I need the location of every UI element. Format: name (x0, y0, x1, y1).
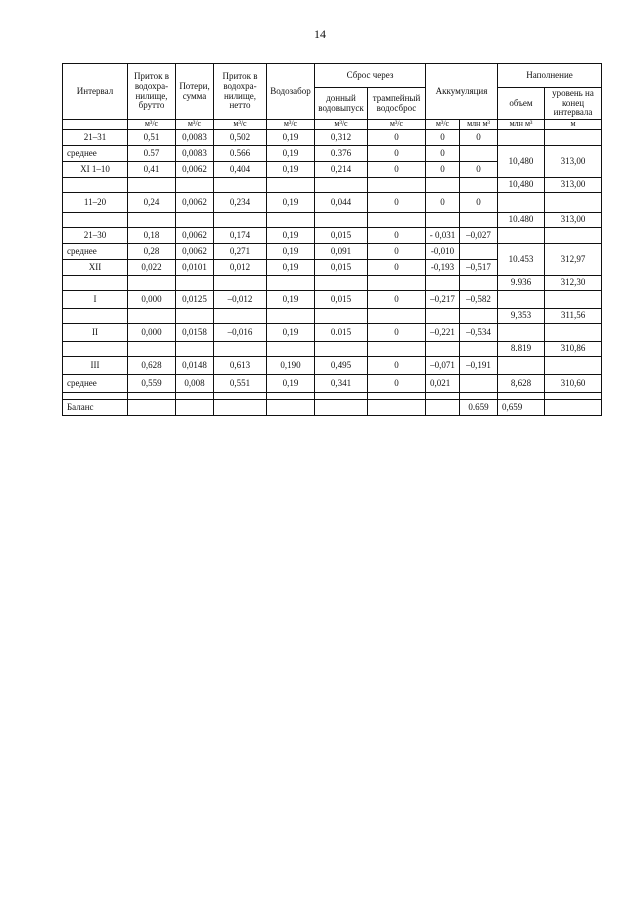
cell-losses: 0,0062 (176, 228, 214, 244)
table-row (63, 193, 602, 213)
cell-bottom: 0.015 (315, 324, 368, 342)
unit-cell: м³/с (368, 120, 426, 130)
cell-level: 310,86 (545, 342, 602, 357)
cell-spillway: 0 (368, 357, 426, 375)
cell-intake: 0,19 (267, 146, 315, 162)
cell-fill-volume: 10,480 (498, 178, 545, 193)
balance-label: Баланс (63, 400, 128, 416)
cell-intake: 0,19 (267, 375, 315, 393)
cell-intake: 0,19 (267, 324, 315, 342)
header-losses: Потери, сумма (176, 64, 214, 120)
cell-inflow-net: 0,174 (214, 228, 267, 244)
cell-acc-rate: -0,010 (426, 244, 460, 260)
cell-inflow-gross: 0,24 (128, 193, 176, 213)
cell-fill-volume: 9.936 (498, 276, 545, 291)
row-interval: XII (63, 260, 128, 276)
cell-fill-volume: 8,628 (498, 375, 545, 393)
cell-spillway: 0 (368, 291, 426, 309)
table-row (63, 244, 602, 260)
cell-spillway: 0 (368, 130, 426, 146)
cell-inflow-gross: 0.57 (128, 146, 176, 162)
unit-cell: м³/с (426, 120, 460, 130)
cell-inflow-net: 0.566 (214, 146, 267, 162)
row-interval: 21–30 (63, 228, 128, 244)
cell-losses: 0,0062 (176, 162, 214, 178)
header-filling: Наполнение (498, 64, 602, 88)
row-interval: среднее (63, 244, 128, 260)
cell-acc-rate: –0,221 (426, 324, 460, 342)
cell-inflow-gross: 0,51 (128, 130, 176, 146)
cell-level: 312,97 (545, 244, 602, 276)
row-interval: XI 1–10 (63, 162, 128, 178)
table-row (63, 324, 602, 342)
cell-fill-volume: 10,480 (498, 146, 545, 178)
cell-acc-rate: 0 (426, 162, 460, 178)
cell-acc-vol: 0 (460, 193, 498, 213)
row-interval: среднее (63, 375, 128, 393)
table-row (63, 178, 602, 193)
cell-inflow-gross: 0,000 (128, 291, 176, 309)
cell-acc-vol: 0 (460, 130, 498, 146)
row-interval: II (63, 324, 128, 342)
units-row (63, 120, 602, 130)
cell-intake: 0,19 (267, 193, 315, 213)
cell-bottom: 0.376 (315, 146, 368, 162)
cell-intake: 0,19 (267, 291, 315, 309)
cell-inflow-net: 0,404 (214, 162, 267, 178)
cell-fill-volume: 10.453 (498, 244, 545, 276)
balance-fill-vol: 0,659 (498, 400, 545, 416)
cell-inflow-gross: 0,022 (128, 260, 176, 276)
cell-spillway: 0 (368, 244, 426, 260)
cell-bottom: 0,015 (315, 228, 368, 244)
unit-cell: м³/с (214, 120, 267, 130)
cell-acc-rate: 0 (426, 130, 460, 146)
cell-bottom: 0,015 (315, 291, 368, 309)
unit-cell: м (545, 120, 602, 130)
cell-inflow-gross: 0,18 (128, 228, 176, 244)
cell-inflow-net: –0,012 (214, 291, 267, 309)
cell-level: 312,30 (545, 276, 602, 291)
cell-level: 313,00 (545, 213, 602, 228)
cell-losses: 0,0101 (176, 260, 214, 276)
row-interval: I (63, 291, 128, 309)
cell-level: 310,60 (545, 375, 602, 393)
cell-inflow-net: –0,016 (214, 324, 267, 342)
cell-acc-rate: - 0,031 (426, 228, 460, 244)
unit-cell: м³/с (128, 120, 176, 130)
page-number: 14 (314, 27, 326, 41)
header-spillway: трампейный водосброс (368, 88, 426, 120)
cell-acc-rate: 0 (426, 146, 460, 162)
cell-spillway: 0 (368, 193, 426, 213)
cell-intake: 0,190 (267, 357, 315, 375)
cell-level: 313,00 (545, 146, 602, 178)
cell-spillway: 0 (368, 146, 426, 162)
header-accumulation: Аккумуляция (426, 64, 498, 120)
unit-cell: м³/с (315, 120, 368, 130)
cell-acc-vol: –0,582 (460, 291, 498, 309)
table-row (63, 309, 602, 324)
cell-bottom: 0,341 (315, 375, 368, 393)
cell-inflow-net: 0,613 (214, 357, 267, 375)
cell-losses: 0,0125 (176, 291, 214, 309)
cell-bottom: 0,214 (315, 162, 368, 178)
cell-acc-rate: 0 (426, 193, 460, 213)
cell-fill-volume: 9,353 (498, 309, 545, 324)
balance-acc-vol: 0.659 (460, 400, 498, 416)
unit-cell: м³/с (176, 120, 214, 130)
cell-acc-vol: –0,191 (460, 357, 498, 375)
cell-inflow-net: 0,234 (214, 193, 267, 213)
cell-acc-vol: –0,534 (460, 324, 498, 342)
cell-losses: 0,0148 (176, 357, 214, 375)
cell-inflow-gross: 0,000 (128, 324, 176, 342)
water-balance-table (62, 63, 602, 416)
cell-spillway: 0 (368, 228, 426, 244)
unit-cell: млн м³ (498, 120, 545, 130)
cell-acc-rate: –0,071 (426, 357, 460, 375)
cell-acc-rate: 0,021 (426, 375, 460, 393)
cell-inflow-gross: 0,628 (128, 357, 176, 375)
header-water-intake: Водозабор (267, 64, 315, 120)
cell-intake: 0,19 (267, 130, 315, 146)
cell-losses: 0,0062 (176, 193, 214, 213)
row-interval: 21–31 (63, 130, 128, 146)
cell-acc-vol: –0,517 (460, 260, 498, 276)
cell-losses: 0,0083 (176, 130, 214, 146)
cell-acc-rate: -0,193 (426, 260, 460, 276)
table-row (63, 213, 602, 228)
cell-losses: 0,0062 (176, 244, 214, 260)
cell-intake: 0,19 (267, 260, 315, 276)
table-row (63, 375, 602, 393)
cell-acc-vol: 0 (460, 162, 498, 178)
row-interval: 11–20 (63, 193, 128, 213)
cell-bottom: 0,015 (315, 260, 368, 276)
cell-level: 313,00 (545, 178, 602, 193)
table-row (63, 291, 602, 309)
cell-losses: 0,008 (176, 375, 214, 393)
cell-losses: 0,0083 (176, 146, 214, 162)
cell-fill-volume: 10.480 (498, 213, 545, 228)
cell-intake: 0,19 (267, 244, 315, 260)
cell-inflow-net: 0,271 (214, 244, 267, 260)
table-row (63, 146, 602, 162)
cell-losses: 0,0158 (176, 324, 214, 342)
balance-row (63, 400, 602, 416)
table-row (63, 393, 602, 400)
cell-spillway: 0 (368, 324, 426, 342)
cell-intake: 0,19 (267, 162, 315, 178)
table-row (63, 276, 602, 291)
table-row (63, 228, 602, 244)
cell-level: 311,56 (545, 309, 602, 324)
table-row (63, 342, 602, 357)
cell-bottom: 0,495 (315, 357, 368, 375)
row-interval: среднее (63, 146, 128, 162)
cell-acc-vol: –0,027 (460, 228, 498, 244)
table-row (63, 357, 602, 375)
cell-inflow-net: 0,502 (214, 130, 267, 146)
cell-inflow-gross: 0,28 (128, 244, 176, 260)
cell-inflow-gross: 0,559 (128, 375, 176, 393)
unit-cell: млн м³ (460, 120, 498, 130)
cell-bottom: 0,312 (315, 130, 368, 146)
cell-acc-rate: –0,217 (426, 291, 460, 309)
cell-inflow-gross: 0,41 (128, 162, 176, 178)
cell-spillway: 0 (368, 260, 426, 276)
header-interval: Интервал (63, 64, 128, 120)
unit-cell: м³/с (267, 120, 315, 130)
header-inflow-net: Приток в водохра-нилище, нетто (214, 64, 267, 120)
cell-spillway: 0 (368, 162, 426, 178)
cell-fill-volume: 8.819 (498, 342, 545, 357)
cell-inflow-net: 0,012 (214, 260, 267, 276)
header-volume: объем (498, 88, 545, 120)
table-row (63, 130, 602, 146)
cell-inflow-net: 0,551 (214, 375, 267, 393)
header-inflow-gross: Приток в водохра-нилище, брутто (128, 64, 176, 120)
cell-bottom: 0,044 (315, 193, 368, 213)
header-level: уровень на конец интервала (545, 88, 602, 120)
cell-bottom: 0,091 (315, 244, 368, 260)
header-discharge: Сброс через (315, 64, 426, 88)
cell-intake: 0,19 (267, 228, 315, 244)
header-bottom-outlet: донный водовыпуск (315, 88, 368, 120)
row-interval: III (63, 357, 128, 375)
cell-spillway: 0 (368, 375, 426, 393)
